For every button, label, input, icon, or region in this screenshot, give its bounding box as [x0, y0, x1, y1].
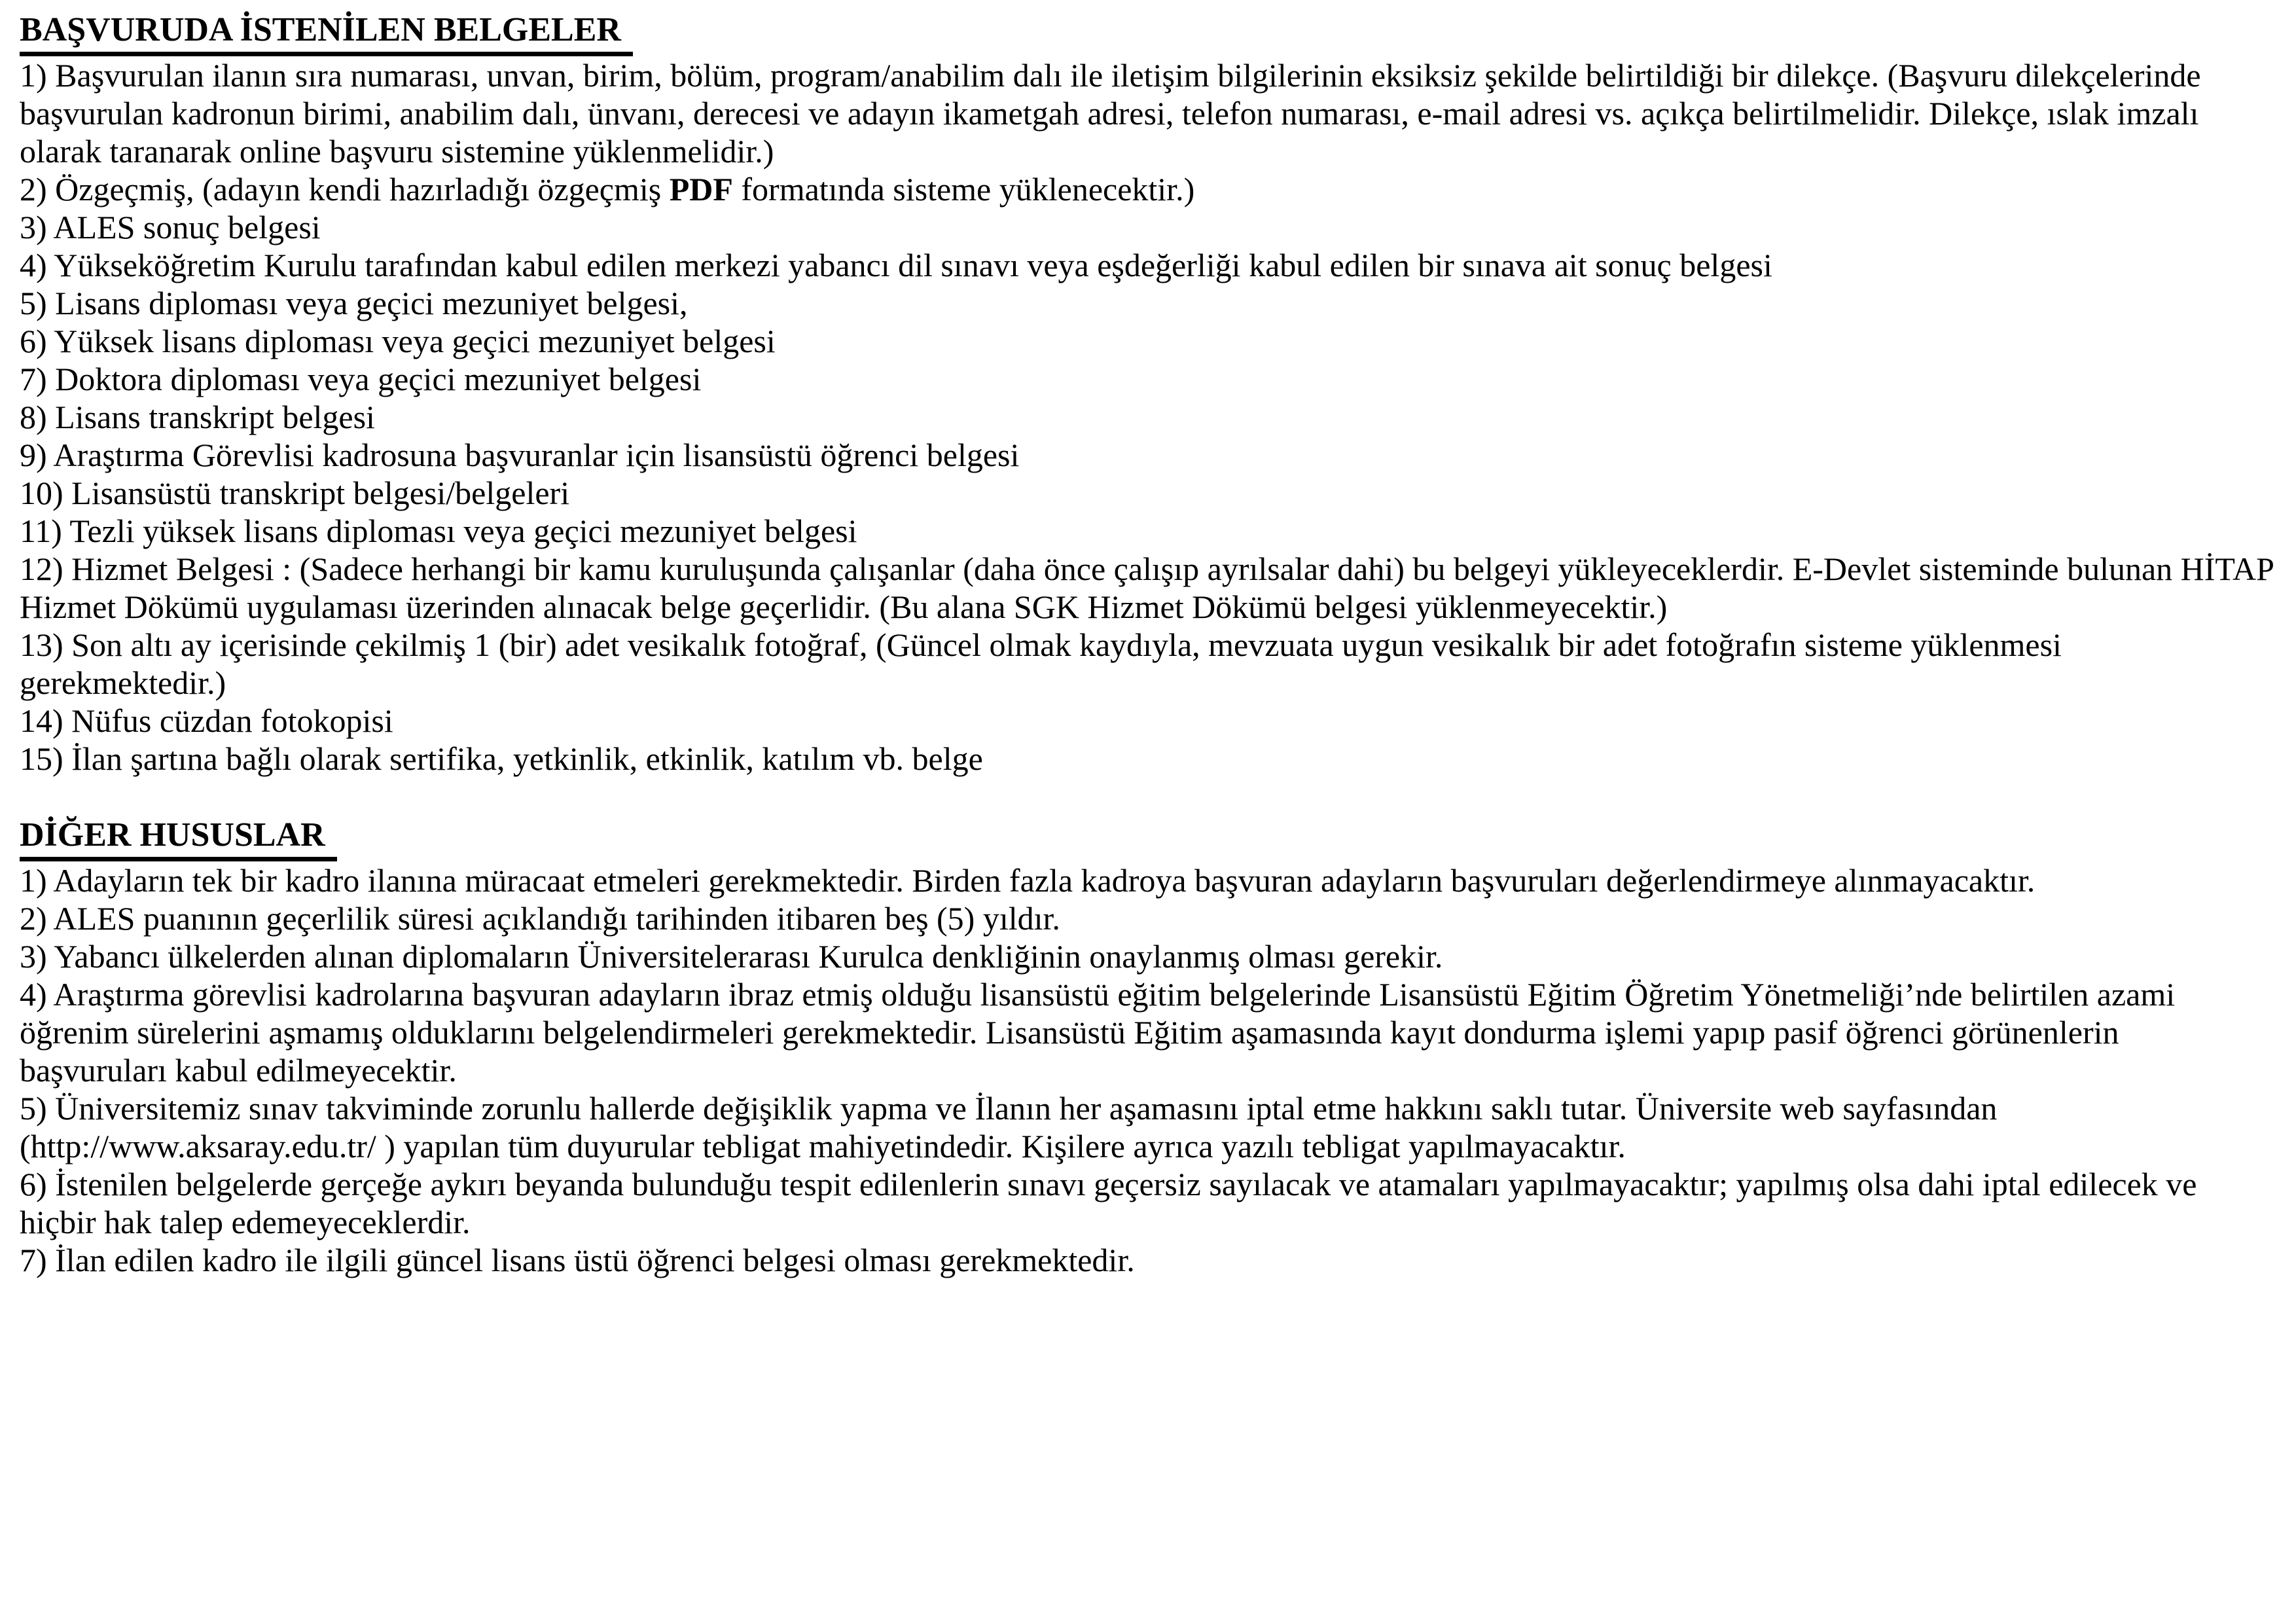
list-item: 8) Lisans transkript belgesi: [20, 399, 375, 435]
section-other-matters: [20, 814, 2274, 1279]
list-item: 9) Araştırma Görevlisi kadrosuna başvuranlar için lisansüstü öğrenci belgesi: [20, 437, 1020, 473]
list-item: 3) Yabancı ülkelerden alınan diplomaların Üniversitelerarası Kurulca denkliğinin onaylanmış olması gerekir.: [20, 938, 1443, 975]
list-item: [20, 170, 2274, 208]
list-item: 2) ALES puanının geçerlilik süresi açıklandığı tarihinden itibaren beş (5) yıldır.: [20, 900, 1060, 937]
list-item: 5) Lisans diploması veya geçici mezuniyet belgesi,: [20, 285, 688, 321]
section-heading-text: DİĞER HUSUSLAR: [20, 814, 337, 861]
list-item: 13) Son altı ay içerisinde çekilmiş 1 (bir) adet vesikalık fotoğraf, (Güncel olmak kaydıyla, mevzuata uygun vesikalık bir adet fotoğrafın sisteme yüklenmesi gerekmektedir.): [20, 626, 2062, 701]
list-item: 5) Üniversitemiz sınav takviminde zorunlu hallerde değişiklik yapma ve İlanın her aşamasını iptal etme hakkını saklı tutar. Üniversite web sayfasından (http://www.aksaray.edu.tr/ ) yapılan tüm duyurular tebligat mahiyetindedir. Kişilere ayrıca yazılı tebligat yapılmayacaktır.: [20, 1090, 1998, 1164]
list-item-bold-text: PDF: [669, 171, 733, 208]
list-item: 1) Başvurulan ilanın sıra numarası, unvan, birim, bölüm, program/anabilim dalı ile iletişim bilgilerinin eksiksiz şekilde belirtildiği bir dilekçe. (Başvuru dilekçelerinde başvurulan kadronun birimi, anabilim dalı, ünvanı, derecesi ve adayın ikametgah adresi, telefon numarası, e-mail adresi vs. açıkça belirtilmelidir. Dilekçe, ıslak imzalı olarak taranarak online başvuru sistemine yüklenmelidir.): [20, 57, 2201, 170]
section-heading-other-matters: [20, 814, 2274, 861]
list-item: 6) İstenilen belgelerde gerçeğe aykırı beyanda bulunduğu tespit edilenlerin sınavı geçersiz sayılacak ve atamaları yapılmayacaktır; yapılmış olsa dahi iptal edilecek ve hiçbir hak talep edemeyeceklerdir.: [20, 1166, 2197, 1240]
list-item: 1) Adayların tek bir kadro ilanına müracaat etmeleri gerekmektedir. Birden fazla kadroya başvuran adayların başvuruları değerlendirmeye alınmayacaktır.: [20, 862, 2036, 899]
section-heading-text: BAŞVURUDA İSTENİLEN BELGELER: [20, 9, 633, 56]
list-item: 4) Yükseköğretim Kurulu tarafından kabul edilen merkezi yabancı dil sınavı veya eşdeğerliği kabul edilen bir sınava ait sonuç belgesi: [20, 247, 1772, 283]
list-item-text: 2) Özgeçmiş, (adayın kendi hazırladığı özgeçmiş: [20, 171, 670, 208]
section-required-documents: [20, 9, 2274, 778]
list-item: 14) Nüfus cüzdan fotokopisi: [20, 702, 393, 739]
list-item: 6) Yüksek lisans diploması veya geçici mezuniyet belgesi: [20, 323, 776, 359]
list-item: 15) İlan şartına bağlı olarak sertifika, yetkinlik, etkinlik, katılım vb. belge: [20, 740, 983, 777]
list-item: 4) Araştırma görevlisi kadrolarına başvuran adayların ibraz etmiş olduğu lisansüstü eğitim belgelerinde Lisansüstü Eğitim Öğretim Yönetmeliği’nde belirtilen azami öğrenim sürelerini aşmamış olduklarını belgelendirmeleri gerekmektedir. Lisansüstü Eğitim aşamasında kayıt dondurma işlemi yapıp pasif öğrenci görünenlerin başvuruları kabul edilmeyecektir.: [20, 976, 2176, 1089]
list-item: 7) İlan edilen kadro ile ilgili güncel lisans üstü öğrenci belgesi olması gerekmektedir.: [20, 1242, 1135, 1278]
list-item: 11) Tezli yüksek lisans diploması veya geçici mezuniyet belgesi: [20, 513, 857, 549]
section-heading-required-documents: [20, 9, 2274, 56]
list-item: 10) Lisansüstü transkript belgesi/belgeleri: [20, 475, 570, 511]
list-item: 12) Hizmet Belgesi : (Sadece herhangi bir kamu kuruluşunda çalışanlar (daha önce çalışıp ayrılsalar dahi) bu belgeyi yükleyeceklerdir. E-Devlet sisteminde bulunan HİTAP Hizmet Dökümü uygulaması üzerinden alınacak belge geçerlidir. (Bu alana SGK Hizmet Dökümü belgesi yüklenmeyecektir.): [20, 550, 2274, 625]
list-item-text: formatında sisteme yüklenecektir.): [732, 171, 1195, 208]
list-item: 3) ALES sonuç belgesi: [20, 209, 321, 245]
list-item: 7) Doktora diploması veya geçici mezuniyet belgesi: [20, 361, 702, 397]
